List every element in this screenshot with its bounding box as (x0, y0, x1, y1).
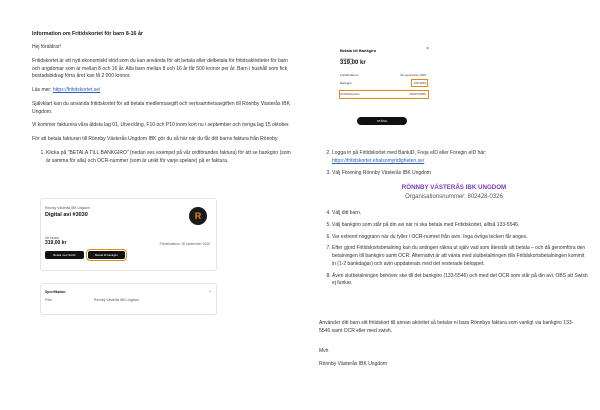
card-org-name: Rönnby Västerås IBK Ungdom (45, 206, 90, 210)
row-label: Bankgiro (340, 81, 352, 85)
paragraph-how-to: För att betala fakturan till Rönnby Västerås Ungdom IBK gör du så här när du får ditt barns faktura från Rönnby. (32, 136, 279, 143)
closing-section (319, 320, 584, 375)
fritidskortet-link[interactable]: https://fritidskortet.se/ (52, 87, 101, 94)
organization-block (319, 183, 589, 202)
steps-list-left (32, 150, 294, 166)
bankgiro-modal (336, 45, 430, 135)
row-value: 2303373965 (409, 92, 426, 96)
card-due-date: Förfallodatum: 30 september 2026 (159, 242, 210, 246)
row-value: 30 september 2026 (400, 73, 426, 77)
specification-heading: Specifikation (45, 290, 66, 294)
row-label: OCR/Referens (340, 92, 360, 96)
logo-glyph: R (194, 210, 202, 221)
step-4: 4. Välj ditt barn. (332, 210, 589, 218)
card-title: Digital avi #3030 (45, 212, 88, 218)
paragraph-membership: Självklart kan du använda fritidskortet för att betala medlemsavgift och verksamhetsavgiften till Rönnby Västerås IBK Ungdom. (32, 100, 290, 115)
step-5: 5. Välj bankgiro som står på din avi när ni ska betala med Fritidskortet, alltså 133-5546. (332, 222, 589, 230)
modal-row-ocr (340, 92, 426, 96)
signoff: Mvh (319, 347, 329, 354)
step-3: 3. Välj Förening Rönnby Västerås IBK Ungdom (332, 170, 589, 178)
closing-paragraph: Använder ditt barn sitt fritidskort till annan aktivitet så betalar ni bara Rönnbys faktura som vanligt via bankgiro 133-5546 samt OCR eller med swish. (319, 320, 574, 334)
greeting: Hej föräldrar! (32, 44, 61, 51)
steps-list-right-cont (319, 210, 589, 288)
left-column (32, 30, 294, 169)
specification-panel (40, 283, 217, 315)
read-more-line (32, 87, 294, 95)
document-title: Information om Fritidskortet för barn 8-16 år (32, 31, 143, 37)
close-icon[interactable]: × (426, 46, 429, 52)
spec-row-value: Rönnby Västerås IBK Ungdom (94, 298, 139, 302)
step-2 (332, 150, 589, 166)
paragraph-invoicing: Vi kommer fakturera våra äldsta lag 01, Utveckling, F10 och P10 inom kort nu i september och övriga lag 15 oktober. (32, 122, 290, 129)
ehalsomyndigheten-link[interactable]: https://fritidskortet.ehalsomyndigheten.se/ (332, 157, 425, 164)
read-more-label: Läs mer: (32, 87, 52, 94)
right-steps (319, 150, 589, 292)
spec-row-label: Från (45, 298, 52, 302)
row-value: 133-5546 (413, 81, 426, 85)
step-7: 7. Efter gjord Fritidskortsbetalning kan du antingen räkna ut själv vad som återstår att betala – och då genomföra den betalningen till bankgiro samt OCR. Alternativt är att vänta med slutbetalningen tills Fritidskortsbetalningen kommit in (1-2 bankdagar) och avin uppdaterats med det resterade beloppet. (332, 245, 589, 268)
modal-amount: 319,00 kr (340, 60, 366, 66)
chevron-up-icon[interactable]: ^ (209, 289, 211, 294)
modal-amount-label: Att betala (340, 57, 353, 61)
org-name: RÖNNBY VÄSTERÅS IBK UNGDOM (401, 184, 507, 192)
step-1: 1. Klicka på "BETALA TILL BANKGIRO" (nedan ses exempel på vår ordförandes faktura) för att se bankgiro (som är samma för alla) och OCR-nummer (som är unikt för varje spelare) på er faktura. (46, 150, 294, 166)
step-8: 8. Även slutbetalningen behöver ske till det bankgiro (133-5546) och med det OCR som står på din avi. OBS att Swish ej funkar. (332, 273, 589, 289)
step-2-text: Logga in på Fritidskortet med BankID, Freja eID eller Foregin eID här: (332, 150, 487, 156)
row-label: Förfallodatum (340, 73, 359, 77)
pay-swish-button[interactable]: Betala med Swish (45, 251, 84, 259)
close-modal-button[interactable]: STÄNG (357, 117, 407, 125)
step-6: 6. Var extremt noggrann när du fyller i OCR-numret från avin. Inga övriga tecken får anges. (332, 234, 589, 242)
pay-bankgiro-button[interactable]: Betala till bankgiro (88, 251, 125, 259)
modal-row-bankgiro (340, 81, 426, 85)
modal-title: Betala till Bankgiro (340, 48, 377, 53)
card-amount: 319,00 kr (45, 240, 67, 246)
signature: Rönnby Västerås IBK Ungdom (319, 361, 388, 368)
modal-row-due (340, 73, 426, 77)
club-logo (189, 207, 207, 225)
steps-list-right (319, 150, 589, 177)
intro-paragraph: Fritidskortet är ett nytt ekonomiskt stöd som du kan använda för att betala eller delbetala för fritidsaktiviteter för barn och ungdomar som är mellan 8 och 16 år. Alla barn mellan 8 och 16 år får 500 kronor per år. Barn i hushåll som fick bostadsbidrag förra året kan få 2 000 kronor. (32, 57, 288, 80)
card-amount-label: Att betala (45, 236, 59, 240)
invoice-card (40, 198, 217, 271)
org-number: Organisationsnummer: 802428-0326 (405, 193, 503, 200)
